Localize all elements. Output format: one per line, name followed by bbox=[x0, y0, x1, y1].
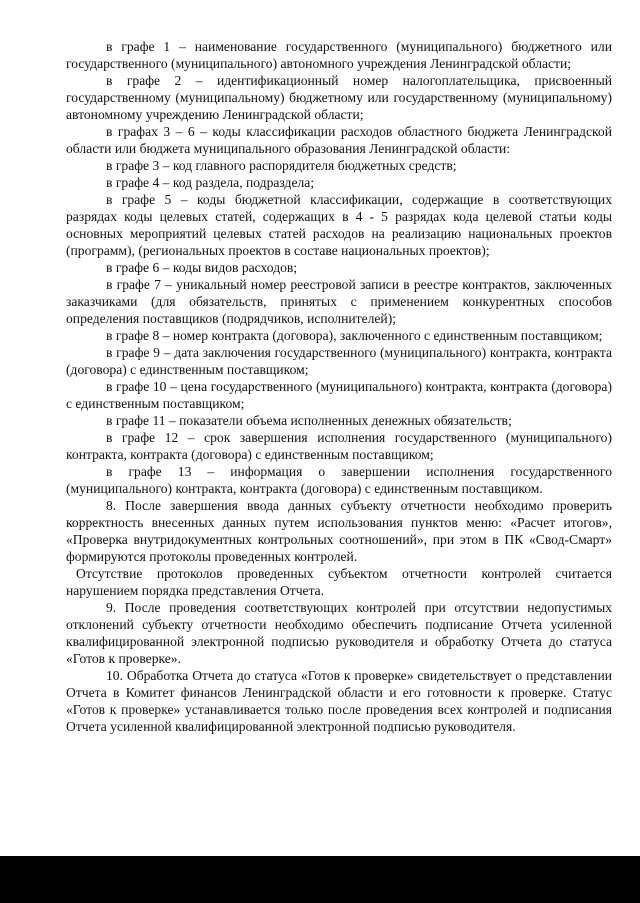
paragraph-grafa-1: в графе 1 – наименование государственного (муниципального) бюджетного или государственного (муниципального) автономного учреждения Ленинградской области; bbox=[66, 39, 612, 71]
paragraph-no-protocols: Отсутствие протоколов проведенных субъектом отчетности контролей считается нарушением порядка представления Отчета. bbox=[66, 566, 612, 598]
paragraph-grafa-6: в графе 6 – коды видов расходов; bbox=[106, 260, 298, 275]
paragraph-grafa-12: в графе 12 – срок завершения исполнения государственного (муниципального) контракта, контракта (договора) с единственным поставщиком; bbox=[66, 430, 612, 462]
paragraph-item-10: 10. Обработка Отчета до статуса «Готов к проверке» свидетельствует о представлении Отчета в Комитет финансов Ленинградской области и его готовности к проверке. Статус «Готов к проверке» устанавливается только после проведения всех контролей и подписания Отчета усиленной квалифицированной электронной подписью руководителя. bbox=[66, 668, 612, 734]
paragraph-grafy-3-6: в графах 3 – 6 – коды классификации расходов областного бюджета Ленинградской области или бюджета муниципального образования Ленинградской области: bbox=[66, 124, 612, 156]
paragraph-grafa-9: в графе 9 – дата заключения государственного (муниципального) контракта, контракта (договора) с единственным поставщиком; bbox=[66, 345, 612, 377]
paragraph-grafa-13: в графе 13 – информация о завершении исполнения государственного (муниципального) контракта, контракта (договора) с единственным поставщиком. bbox=[66, 464, 612, 496]
scan-bottom-border bbox=[0, 856, 640, 903]
paragraph-grafa-2: в графе 2 – идентификационный номер налогоплательщика, присвоенный государственному (муниципальному) бюджетному или государственному (муниципальному) автономному учреждению Ленинградской области; bbox=[66, 73, 612, 122]
paragraph-grafa-5: в графе 5 – коды бюджетной классификации, содержащие в соответствующих разрядах коды целевых статей, содержащих в 4 - 5 разрядах кода целевой статьи коды основных мероприятий целевых статей расходов на реализацию национальных проектов (программ), (региональных проектов в составе национальных проектов); bbox=[66, 192, 612, 258]
paragraph-grafa-7: в графе 7 – уникальный номер реестровой записи в реестре контрактов, заключенных заказчиками (для обязательств, принятых с применением конкурентных способов определения поставщиков (подрядчиков, исполнителей); bbox=[66, 277, 612, 326]
paragraph-grafa-10: в графе 10 – цена государственного (муниципального) контракта, контракта (договора) с единственным поставщиком; bbox=[66, 379, 612, 411]
document-body bbox=[66, 38, 612, 735]
paragraph-item-8: 8. После завершения ввода данных субъекту отчетности необходимо проверить корректность внесенных данных путем использования пунктов меню: «Расчет итогов», «Проверка внутридокументных контрольных соотношений», при этом в ПК «Свод-Смарт» формируются протоколы проведенных контролей. bbox=[66, 498, 612, 564]
paragraph-item-9: 9. После проведения соответствующих контролей при отсутствии недопустимых отклонений субъекту отчетности необходимо обеспечить подписание Отчета усиленной квалифицированной электронной подписью руководителя и обработку Отчета до статуса «Готов к проверке». bbox=[66, 600, 612, 666]
paragraph-grafa-3: в графе 3 – код главного распорядителя бюджетных средств; bbox=[106, 158, 457, 173]
paragraph-grafa-11: в графе 11 – показатели объема исполненных денежных обязательств; bbox=[106, 413, 512, 428]
paragraph-grafa-4: в графе 4 – код раздела, подраздела; bbox=[106, 175, 315, 190]
paragraph-grafa-8: в графе 8 – номер контракта (договора), заключенного с единственным поставщиком; bbox=[106, 328, 603, 343]
